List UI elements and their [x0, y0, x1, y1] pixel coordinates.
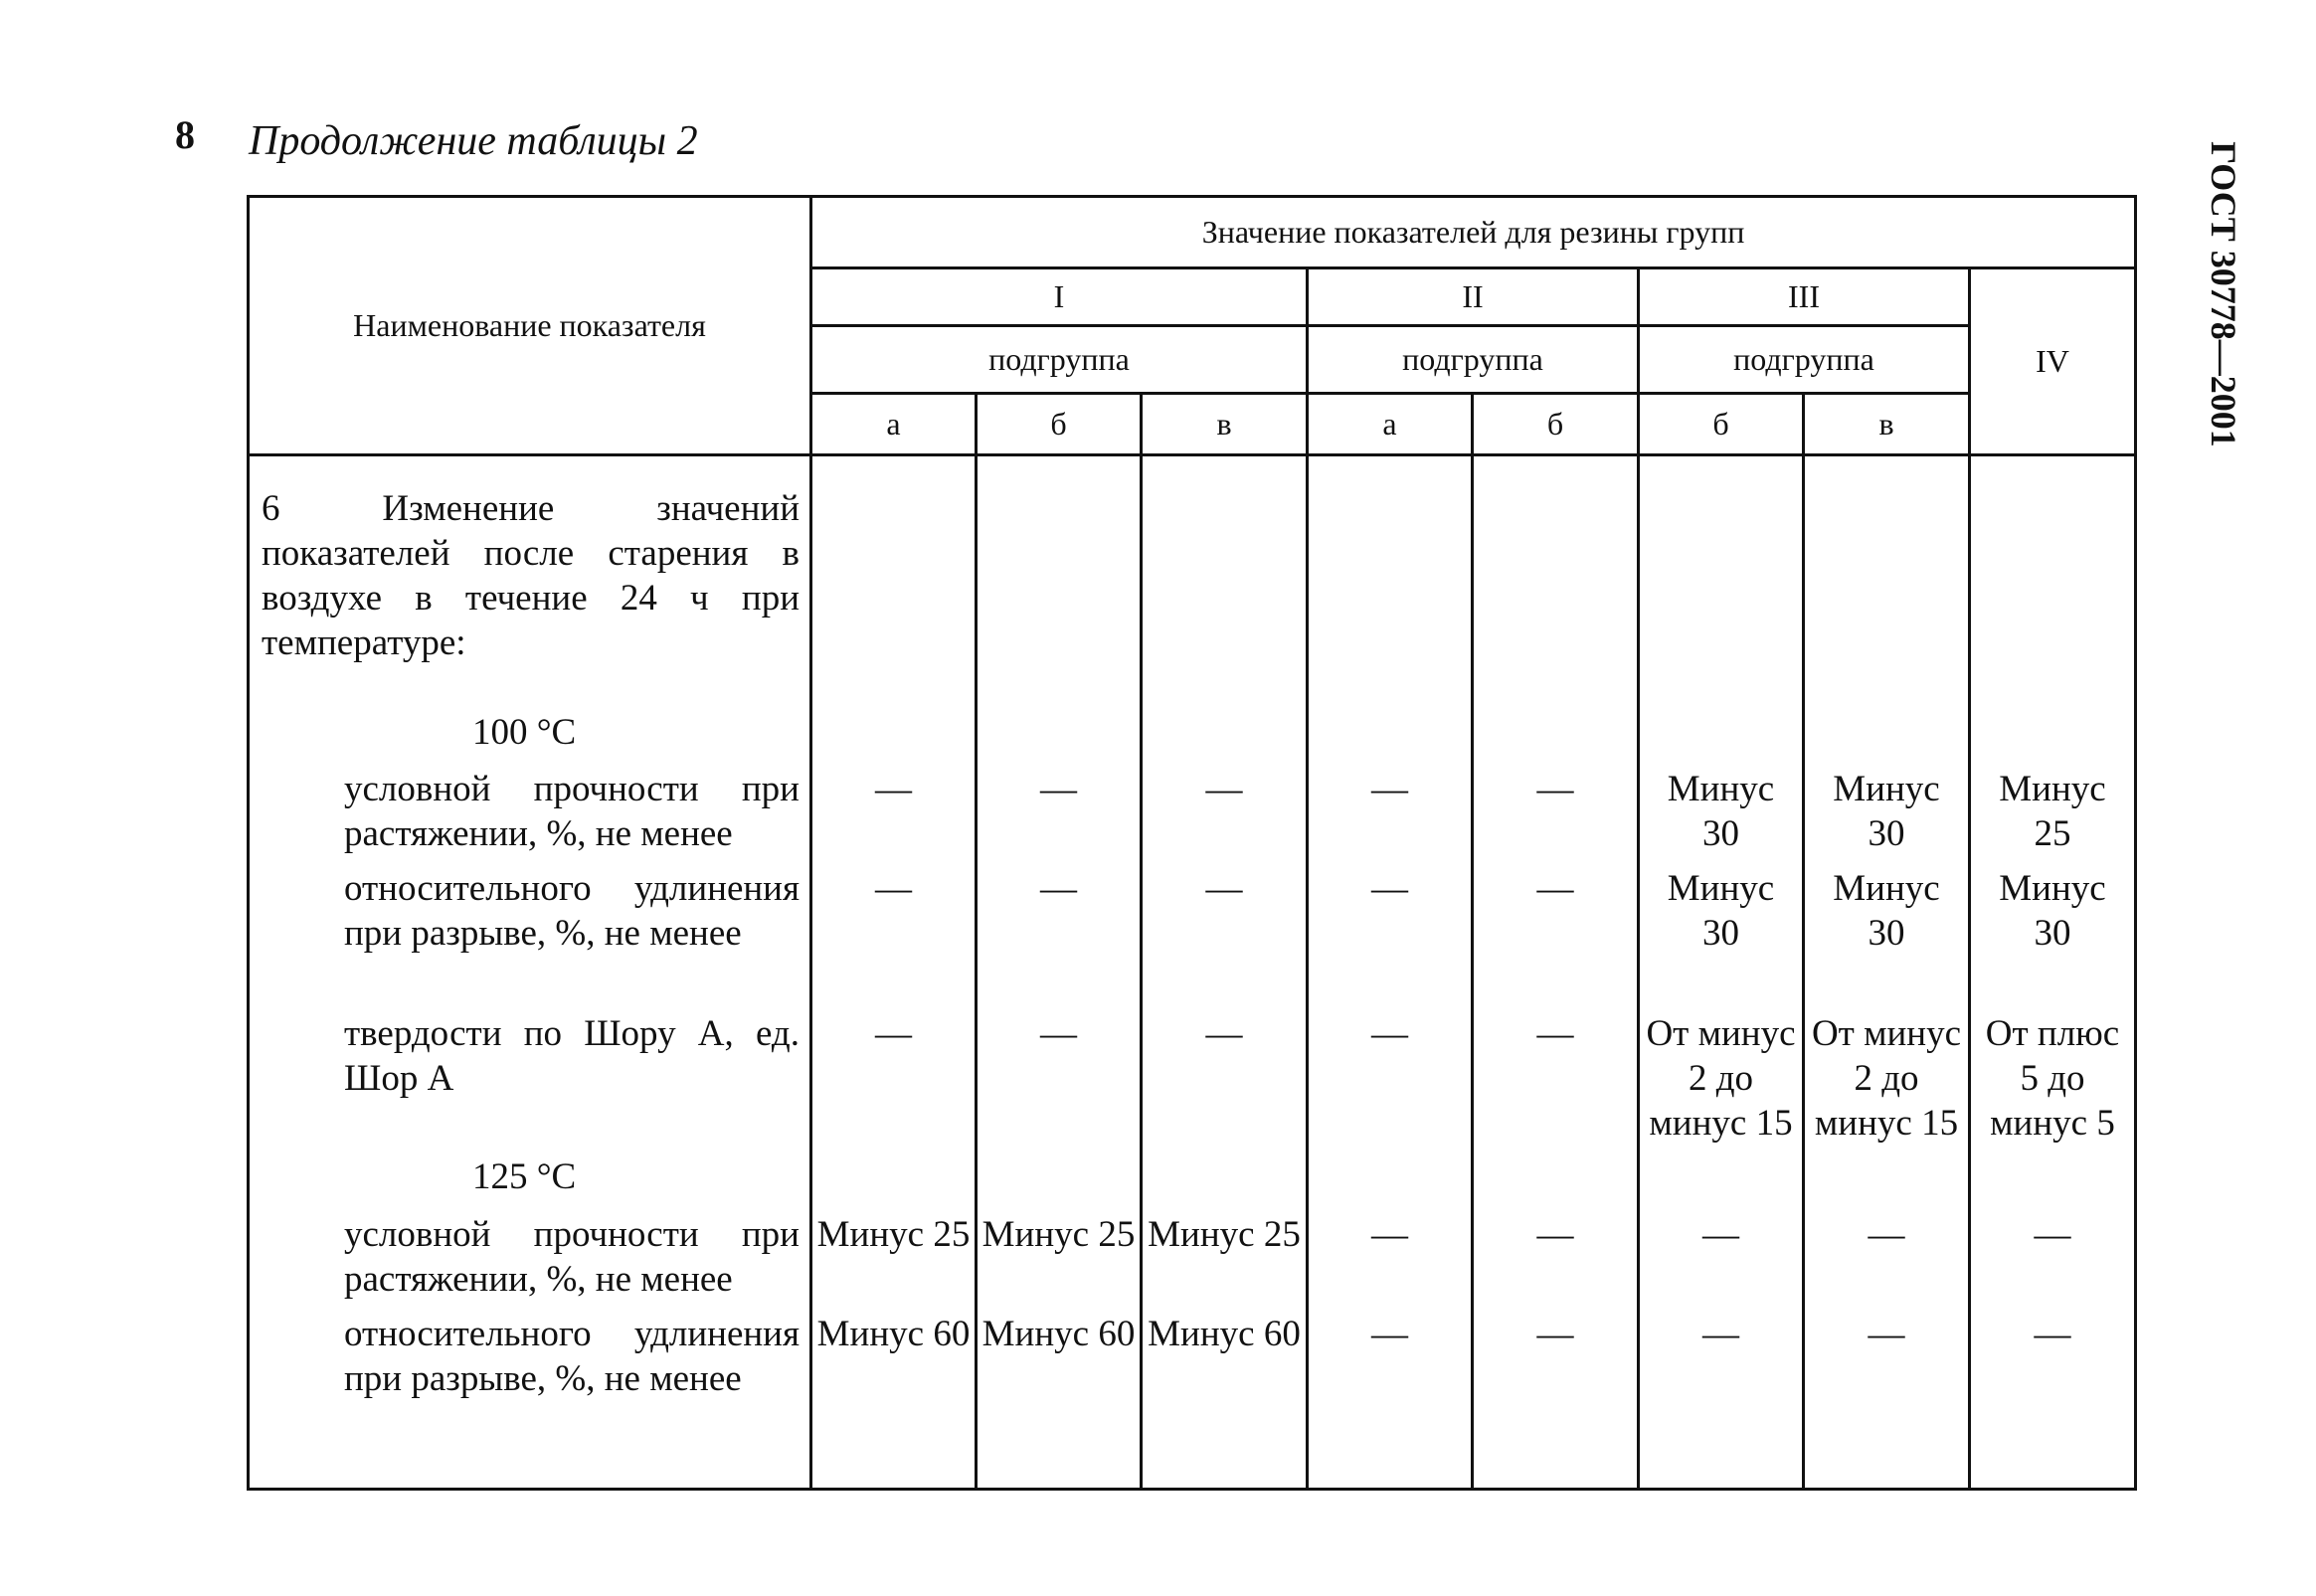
col-1b [977, 455, 1142, 1490]
cell-r4-c8: — [2034, 1214, 2071, 1255]
spec-table [247, 195, 2137, 1491]
cell-r1-c7: Минус 30 [1833, 769, 1940, 854]
cell-r3-c4: — [1371, 1013, 1408, 1054]
col-2b [1473, 455, 1639, 1490]
body-name-cell [249, 455, 811, 1490]
header-subgroup-2b: б [1473, 394, 1639, 455]
cell-r5-c6: — [1702, 1314, 1739, 1354]
header-group-4: IV [1970, 268, 2136, 455]
cell-r1-c4: — [1371, 769, 1408, 809]
cell-r2-c5: — [1536, 868, 1574, 909]
cell-r5-c1: Минус 60 [816, 1314, 971, 1354]
col-3b [1639, 455, 1804, 1490]
section-title: 6 Изменение значений показателей после старения в воздухе в течение 24 ч при температуре: [262, 488, 800, 663]
cell-r4-c6: — [1702, 1214, 1739, 1255]
col-2a [1308, 455, 1473, 1490]
header-subgroup-1b: б [977, 394, 1142, 455]
page-number: 8 [175, 112, 195, 157]
cell-r3-c7: От минус 2 до минус 15 [1811, 1013, 1962, 1144]
header-subgroup-1a: а [811, 394, 977, 455]
cell-r2-c2: — [1040, 868, 1077, 909]
cell-r4-c7: — [1868, 1214, 1905, 1255]
cell-r3-c6: От минус 2 до минус 15 [1646, 1013, 1796, 1144]
header-group-1: I [811, 268, 1308, 326]
cell-r4-c4: — [1371, 1214, 1408, 1255]
cell-r3-c1: — [875, 1013, 912, 1054]
cell-r1-c6: Минус 30 [1667, 769, 1775, 854]
cell-r2-c8: Минус 30 [1999, 868, 2106, 954]
header-subgroup-label-2: подгруппа [1308, 326, 1639, 394]
col-1a [811, 455, 977, 1490]
col-3v [1804, 455, 1970, 1490]
cell-r5-c3: Минус 60 [1148, 1314, 1301, 1354]
cell-r4-c2: Минус 25 [981, 1214, 1136, 1255]
cell-r2-c3: — [1205, 868, 1243, 909]
temp-125: 125 °С [472, 1156, 577, 1197]
cell-r2-c6: Минус 30 [1667, 868, 1775, 954]
header-subgroup-3b: б [1639, 394, 1804, 455]
cell-r3-c5: — [1536, 1013, 1574, 1054]
header-subgroup-1v: в [1142, 394, 1308, 455]
cell-r3-c2: — [1040, 1013, 1077, 1054]
cell-r1-c2: — [1040, 769, 1077, 809]
header-group-2: II [1308, 268, 1639, 326]
header-subgroup-2a: а [1308, 394, 1473, 455]
header-name-col: Наименование показателя [249, 197, 811, 455]
temp-100: 100 °С [472, 712, 577, 753]
table-caption: Продолжение таблицы 2 [249, 118, 698, 164]
cell-r4-c1: Минус 25 [816, 1214, 971, 1255]
cell-r5-c7: — [1868, 1314, 1905, 1354]
cell-r5-c2: Минус 60 [981, 1314, 1136, 1354]
col-1v [1142, 455, 1308, 1490]
cell-r5-c5: — [1536, 1314, 1574, 1354]
standard-side-title: ГОСТ 30778—2001 [2204, 141, 2243, 447]
cell-r4-c3: Минус 25 [1148, 1214, 1301, 1255]
col-4 [1970, 455, 2136, 1490]
row-3-name: твердости по Шору А, ед. Шор А [344, 1013, 800, 1099]
cell-r3-c8: От плюс 5 до минус 5 [1985, 1013, 2120, 1144]
cell-r2-c1: — [875, 868, 912, 909]
cell-r5-c8: — [2034, 1314, 2071, 1354]
cell-r1-c5: — [1536, 769, 1574, 809]
row-2-name: относительного удлинения при разрыве, %, не менее [344, 868, 800, 954]
row-4-name: условной прочности при растяжении, %, не менее [344, 1214, 800, 1300]
header-group-3: III [1639, 268, 1970, 326]
cell-r2-c7: Минус 30 [1833, 868, 1940, 954]
cell-r1-c8: Минус 25 [1999, 769, 2106, 854]
cell-r1-c1: — [875, 769, 912, 809]
cell-r5-c4: — [1371, 1314, 1408, 1354]
header-subgroup-3v: в [1804, 394, 1970, 455]
row-1-name: условной прочности при растяжении, %, не менее [344, 769, 800, 854]
cell-r4-c5: — [1536, 1214, 1574, 1255]
cell-r1-c3: — [1205, 769, 1243, 809]
header-subgroup-label-3: подгруппа [1639, 326, 1970, 394]
cell-r3-c3: — [1205, 1013, 1243, 1054]
header-values-col: Значение показателей для резины групп [811, 197, 2136, 268]
row-5-name: относительного удлинения при разрыве, %, не менее [344, 1314, 800, 1399]
cell-r2-c4: — [1371, 868, 1408, 909]
header-subgroup-label-1: подгруппа [811, 326, 1308, 394]
